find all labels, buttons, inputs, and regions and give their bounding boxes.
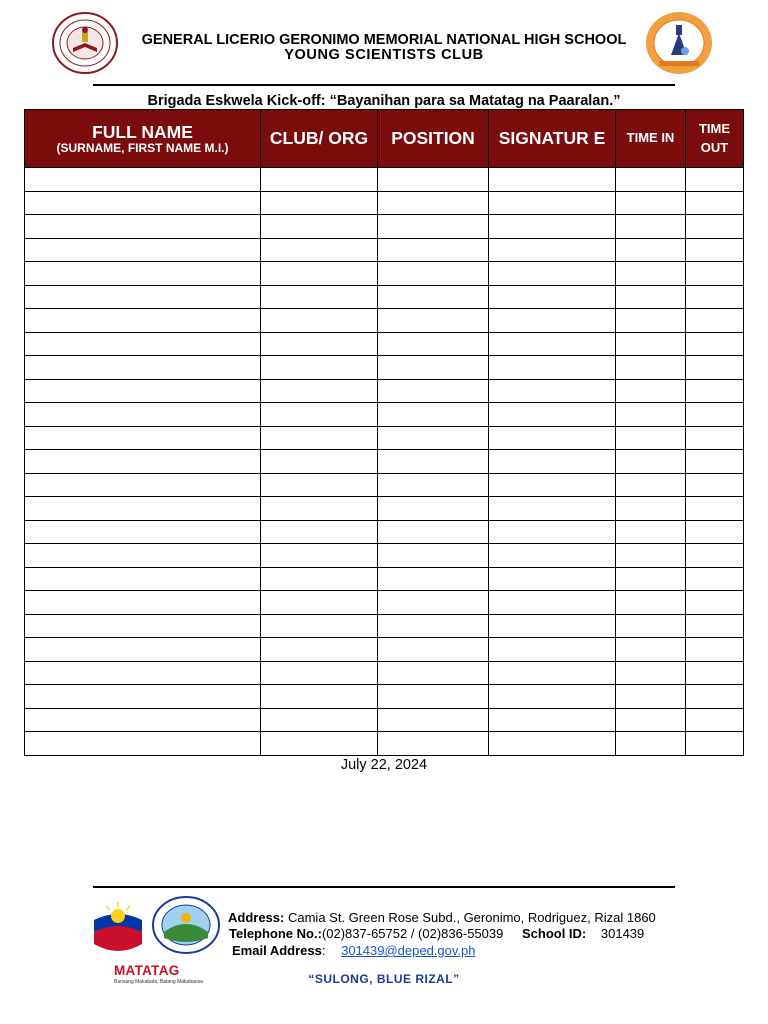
table-cell[interactable] [686, 638, 744, 662]
table-cell[interactable] [25, 661, 261, 685]
table-cell[interactable] [489, 215, 616, 239]
table-cell[interactable] [25, 520, 261, 544]
table-row [25, 497, 744, 521]
table-cell[interactable] [686, 567, 744, 591]
table-cell[interactable] [378, 356, 489, 380]
table-cell[interactable] [378, 520, 489, 544]
table-cell[interactable] [616, 403, 686, 427]
table-cell[interactable] [261, 520, 378, 544]
table-row [25, 708, 744, 732]
table-cell[interactable] [25, 403, 261, 427]
table-cell[interactable] [378, 285, 489, 309]
table-cell[interactable] [489, 544, 616, 568]
table-row [25, 403, 744, 427]
table-row [25, 215, 744, 239]
table-cell[interactable] [616, 497, 686, 521]
table-cell[interactable] [25, 379, 261, 403]
table-cell[interactable] [378, 614, 489, 638]
table-cell[interactable] [25, 591, 261, 615]
table-cell[interactable] [25, 544, 261, 568]
table-cell[interactable] [616, 426, 686, 450]
table-cell[interactable] [686, 309, 744, 333]
table-cell[interactable] [261, 356, 378, 380]
email-link[interactable]: 301439@deped.gov.ph [341, 943, 476, 958]
table-cell[interactable] [489, 520, 616, 544]
bagong-pilipinas-logo-icon [86, 898, 150, 956]
table-cell[interactable] [378, 238, 489, 262]
table-cell[interactable] [378, 708, 489, 732]
school-telephone [229, 926, 644, 941]
table-cell[interactable] [616, 685, 686, 709]
table-row [25, 426, 744, 450]
table-cell[interactable] [686, 614, 744, 638]
table-cell[interactable] [616, 262, 686, 286]
table-cell[interactable] [489, 450, 616, 474]
table-cell[interactable] [25, 215, 261, 239]
table-row [25, 614, 744, 638]
table-cell[interactable] [25, 238, 261, 262]
attendance-table [24, 109, 744, 756]
table-cell[interactable] [686, 685, 744, 709]
table-row [25, 544, 744, 568]
table-cell[interactable] [378, 168, 489, 192]
school-id-value: 301439 [600, 926, 645, 941]
table-row [25, 732, 744, 756]
table-cell[interactable] [489, 614, 616, 638]
table-cell[interactable] [489, 708, 616, 732]
table-cell[interactable] [25, 309, 261, 333]
table-row [25, 591, 744, 615]
table-cell[interactable] [489, 638, 616, 662]
table-row [25, 191, 744, 215]
table-cell[interactable] [378, 567, 489, 591]
table-cell[interactable] [261, 238, 378, 262]
table-cell[interactable] [261, 685, 378, 709]
table-cell[interactable] [378, 638, 489, 662]
telephone-value: (02)837-65752 / (02)836-55039 [321, 926, 504, 941]
table-cell[interactable] [25, 614, 261, 638]
table-cell[interactable] [616, 614, 686, 638]
table-cell[interactable] [616, 285, 686, 309]
address-value: Camia St. Green Rose Subd., Geronimo, Rodriguez, Rizal 1860 [287, 910, 656, 925]
table-cell[interactable] [378, 332, 489, 356]
table-row [25, 262, 744, 286]
table-cell[interactable] [261, 403, 378, 427]
table-cell[interactable] [616, 591, 686, 615]
table-row [25, 567, 744, 591]
table-cell[interactable] [686, 215, 744, 239]
table-cell[interactable] [261, 168, 378, 192]
table-cell[interactable] [489, 685, 616, 709]
table-cell[interactable] [489, 426, 616, 450]
table-cell[interactable] [489, 497, 616, 521]
table-cell[interactable] [261, 426, 378, 450]
table-cell[interactable] [686, 285, 744, 309]
table-row [25, 685, 744, 709]
email-label: Email Address [232, 943, 322, 958]
table-row [25, 238, 744, 262]
table-cell[interactable] [686, 403, 744, 427]
table-cell[interactable] [686, 450, 744, 474]
table-row [25, 450, 744, 474]
table-cell[interactable] [686, 191, 744, 215]
table-cell[interactable] [25, 332, 261, 356]
column-header-time-out: TIME OUT [686, 110, 744, 168]
table-cell[interactable] [616, 168, 686, 192]
table-cell[interactable] [261, 262, 378, 286]
table-cell[interactable] [489, 309, 616, 333]
table-cell[interactable] [378, 685, 489, 709]
table-row [25, 379, 744, 403]
table-cell[interactable] [378, 544, 489, 568]
table-cell[interactable] [25, 285, 261, 309]
table-cell[interactable] [261, 497, 378, 521]
table-cell[interactable] [25, 450, 261, 474]
table-cell[interactable] [686, 379, 744, 403]
table-cell[interactable] [686, 426, 744, 450]
table-cell[interactable] [261, 473, 378, 497]
table-cell[interactable] [378, 215, 489, 239]
table-cell[interactable] [686, 332, 744, 356]
table-row [25, 285, 744, 309]
sheet-date: July 22, 2024 [340, 757, 428, 773]
table-cell[interactable] [261, 450, 378, 474]
school-email: Email Address: 301439@deped.gov.ph [232, 943, 476, 958]
table-cell[interactable] [489, 332, 616, 356]
table-cell[interactable] [25, 685, 261, 709]
table-cell[interactable] [378, 379, 489, 403]
table-cell[interactable] [378, 591, 489, 615]
school-address [228, 910, 656, 925]
table-cell[interactable] [378, 732, 489, 756]
table-cell[interactable] [489, 732, 616, 756]
address-label: Address: [228, 910, 285, 925]
table-cell[interactable] [261, 567, 378, 591]
table-cell[interactable] [686, 544, 744, 568]
table-cell[interactable] [686, 497, 744, 521]
table-cell[interactable] [616, 450, 686, 474]
table-cell[interactable] [25, 191, 261, 215]
table-cell[interactable] [378, 191, 489, 215]
table-cell[interactable] [616, 332, 686, 356]
table-cell[interactable] [616, 567, 686, 591]
table-cell[interactable] [25, 567, 261, 591]
column-header-full-name: FULL NAME (SURNAME, FIRST NAME M.I.) [25, 110, 261, 168]
table-cell[interactable] [261, 544, 378, 568]
table-cell[interactable] [378, 450, 489, 474]
table-cell[interactable] [261, 591, 378, 615]
table-cell[interactable] [489, 661, 616, 685]
event-title: Brigada Eskwela Kick-off: “Bayanihan para sa Matatag na Paaralan.” [147, 93, 621, 109]
table-cell[interactable] [25, 356, 261, 380]
table-cell[interactable] [686, 708, 744, 732]
table-cell[interactable] [25, 638, 261, 662]
table-body [25, 168, 744, 756]
table-row [25, 356, 744, 380]
table-cell[interactable] [261, 614, 378, 638]
table-cell[interactable] [261, 661, 378, 685]
table-cell[interactable] [378, 497, 489, 521]
matatag-tagline: Bansang Makabata, Batang Makabansa [114, 979, 203, 985]
table-row [25, 309, 744, 333]
table-cell[interactable] [616, 732, 686, 756]
table-cell[interactable] [489, 238, 616, 262]
table-cell[interactable] [616, 473, 686, 497]
table-cell[interactable] [489, 168, 616, 192]
table-row [25, 638, 744, 662]
table-cell[interactable] [489, 403, 616, 427]
table-cell[interactable] [616, 661, 686, 685]
table-cell[interactable] [25, 732, 261, 756]
table-cell[interactable] [489, 356, 616, 380]
column-header-position: POSITION [378, 110, 489, 168]
table-cell[interactable] [25, 168, 261, 192]
table-cell[interactable] [686, 661, 744, 685]
table-cell[interactable] [261, 309, 378, 333]
table-cell[interactable] [378, 473, 489, 497]
table-row [25, 473, 744, 497]
table-cell[interactable] [378, 262, 489, 286]
table-cell[interactable] [616, 520, 686, 544]
table-row [25, 168, 744, 192]
table-cell[interactable] [25, 473, 261, 497]
table-cell[interactable] [686, 473, 744, 497]
table-cell[interactable] [261, 732, 378, 756]
telephone-label: Telephone No.: [229, 926, 322, 941]
school-id-label: School ID: [521, 926, 587, 941]
table-cell[interactable] [25, 262, 261, 286]
table-cell[interactable] [261, 285, 378, 309]
column-header-signature: SIGNATUR E [489, 110, 616, 168]
table-cell[interactable] [378, 309, 489, 333]
table-cell[interactable] [261, 638, 378, 662]
table-cell[interactable] [25, 426, 261, 450]
table-cell[interactable] [616, 708, 686, 732]
table-cell[interactable] [489, 473, 616, 497]
table-cell[interactable] [616, 191, 686, 215]
table-cell[interactable] [616, 356, 686, 380]
club-name: YOUNG SCIENTISTS CLUB [284, 47, 484, 63]
table-row [25, 520, 744, 544]
footer-divider [93, 886, 675, 888]
table-cell[interactable] [378, 661, 489, 685]
table-cell[interactable] [686, 356, 744, 380]
column-header-club-org: CLUB/ ORG [261, 110, 378, 168]
table-cell[interactable] [686, 262, 744, 286]
table-cell[interactable] [616, 638, 686, 662]
table-cell[interactable] [686, 168, 744, 192]
table-cell[interactable] [261, 191, 378, 215]
table-row [25, 661, 744, 685]
table-cell[interactable] [378, 426, 489, 450]
table-cell[interactable] [261, 332, 378, 356]
table-cell[interactable] [616, 309, 686, 333]
table-cell[interactable] [686, 520, 744, 544]
table-cell[interactable] [489, 379, 616, 403]
table-row [25, 332, 744, 356]
table-cell[interactable] [25, 708, 261, 732]
table-cell[interactable] [261, 708, 378, 732]
table-cell[interactable] [261, 215, 378, 239]
table-header-row [25, 110, 744, 168]
table-cell[interactable] [489, 262, 616, 286]
table-cell[interactable] [489, 191, 616, 215]
table-cell[interactable] [686, 732, 744, 756]
table-cell[interactable] [616, 215, 686, 239]
school-name: GENERAL LICERIO GERONIMO MEMORIAL NATIONAL HIGH SCHOOL [141, 32, 627, 48]
table-cell[interactable] [489, 285, 616, 309]
table-cell[interactable] [686, 238, 744, 262]
table-cell[interactable] [616, 379, 686, 403]
header-divider [93, 84, 675, 86]
rizal-division-logo-icon [152, 896, 220, 954]
matatag-logo-text: MATATAG [114, 963, 180, 978]
table-cell[interactable] [378, 403, 489, 427]
division-motto: “SULONG, BLUE RIZAL” [308, 972, 460, 986]
table-cell[interactable] [489, 591, 616, 615]
table-cell[interactable] [489, 567, 616, 591]
table-cell[interactable] [686, 591, 744, 615]
column-header-time-in: TIME IN [616, 110, 686, 168]
table-cell[interactable] [616, 544, 686, 568]
table-cell[interactable] [25, 497, 261, 521]
table-cell[interactable] [261, 379, 378, 403]
table-cell[interactable] [616, 238, 686, 262]
